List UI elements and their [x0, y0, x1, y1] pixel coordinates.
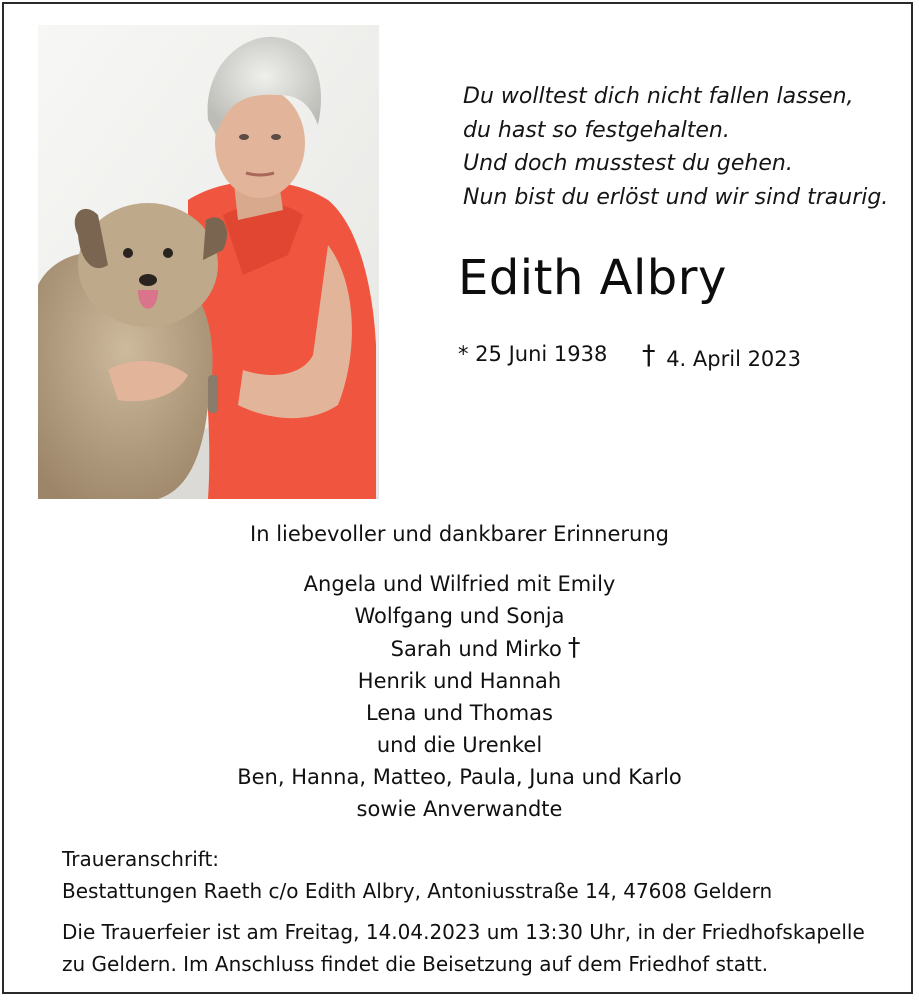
mourner-row: Henrik und Hannah: [357, 669, 562, 693]
mourner-row: Angela und Wilfried mit Emily: [303, 572, 616, 596]
mourner-row: Wolfgang und Sonja: [354, 604, 565, 628]
cross-icon: †: [567, 632, 581, 661]
death-date-group: [642, 342, 801, 373]
mourning-address: [62, 843, 772, 907]
portrait-photo: [38, 25, 379, 499]
poem-line: du hast so festgehalten.: [463, 117, 730, 143]
portrait-illustration: [38, 25, 379, 499]
service-line: zu Geldern. Im Anschluss findet die Beisetzung auf dem Friedhof statt.: [62, 952, 769, 976]
address-label: Traueranschrift:: [62, 847, 220, 871]
service-line: Die Trauerfeier ist am Freitag, 14.04.2023 um 13:30 Uhr, in der Friedhofskapelle: [62, 920, 865, 944]
poem-line: Nun bist du erlöst und wir sind traurig.: [463, 184, 889, 210]
cross-icon: †: [642, 340, 656, 371]
mourner-row: Ben, Hanna, Matteo, Paula, Juna und Karlo: [237, 765, 682, 789]
poem-line: Du wolltest dich nicht fallen lassen,: [463, 84, 854, 109]
deceased-name: Edith Albry: [458, 250, 727, 306]
memory-line: In liebevoller und dankbarer Erinnerung: [250, 522, 669, 546]
mourners-list: [0, 568, 919, 825]
birth-date: * 25 Juni 1938: [458, 342, 608, 366]
death-date: 4. April 2023: [666, 347, 802, 371]
mourner-row: und die Urenkel: [376, 733, 543, 757]
life-dates: [458, 338, 878, 374]
poem: [463, 80, 893, 214]
poem-line: Und doch musstest du gehen.: [463, 151, 793, 176]
mourner-row: Lena und Thomas: [366, 701, 553, 725]
mourner-name: Sarah und Mirko: [390, 637, 562, 661]
mourner-row: sowie Anverwandte: [356, 797, 563, 821]
mourner-row: [0, 632, 919, 665]
address-line: Bestattungen Raeth c/o Edith Albry, Antoniusstraße 14, 47608 Geldern: [62, 879, 773, 903]
service-info: [62, 916, 865, 980]
